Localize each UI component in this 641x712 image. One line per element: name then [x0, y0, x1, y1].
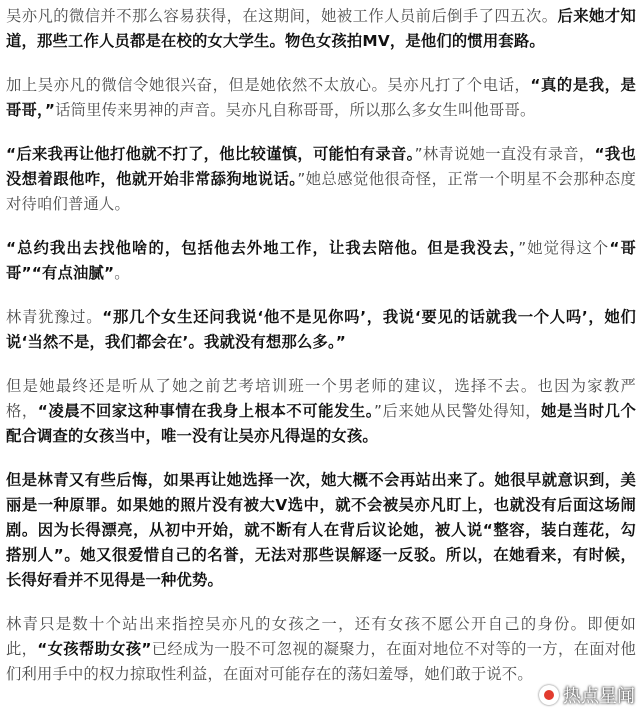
logo-circle-icon — [539, 685, 559, 705]
watermark — [539, 682, 635, 708]
text-segment: 话筒里传来男神的声音。吴亦凡自称哥哥，所以那么多女生叫他哥哥。 — [55, 101, 536, 119]
text-segment: 已经成为一股不可忽视的凝聚力，在面对地位不对等的一方，在面对他们利用手中的权力掠取性利益，在面对可能存在的荡妇羞辱，她们敢于说不。 — [6, 640, 636, 683]
paragraph — [6, 374, 636, 449]
text-segment: 吴亦凡的微信并不那么容易获得，在这期间，她被工作人员前后倒手了四五次。 — [6, 7, 558, 25]
paragraph — [6, 142, 636, 217]
text-segment: ”林青说她一直没有录音， — [414, 145, 595, 163]
bold-text-segment: “凌晨不回家这种事情在我身上根本不可能发生。 — [37, 402, 374, 420]
bold-text-segment: “我也没想着跟他咋，他就开始非常舔狗地说话。 — [6, 145, 637, 188]
watermark-text: 热点星闻 — [563, 686, 635, 707]
paragraph — [6, 305, 636, 355]
bold-text-segment: “哥哥”“有点油腻” — [6, 239, 636, 282]
bold-text-segment: 后来她才知道，那些工作人员都是在校的女大学生。物色女孩拍MV，是他们的惯用套路。 — [6, 7, 636, 50]
bold-text-segment: “后来我再让他打他就不打了，他比较谨慎，可能怕有录音。 — [6, 145, 415, 163]
bold-text-segment: “那几个女生还问我说‘他不是见你吗’，我说‘要见的话就我一个人吗’，她们说‘当然不是，我们都会在’。我就没有想那么多。” — [6, 308, 636, 351]
text-segment: 。 — [114, 264, 130, 282]
paragraph — [6, 4, 636, 54]
text-segment: 林青只是数十个站出来指控吴亦凡的女孩之一，还有女孩不愿公开自己的身份。即便如此， — [6, 615, 636, 658]
paragraph — [6, 612, 636, 687]
bold-text-segment: “真的是我，是哥哥，” — [6, 76, 636, 119]
paragraph — [6, 468, 636, 593]
text-segment: 加上吴亦凡的微信令她很兴奋，但是她依然不太放心。吴亦凡打了个电话， — [6, 76, 531, 94]
bold-text-segment: 她是当时几个配合调查的女孩当中，唯一没有让吴亦凡得逞的女孩。 — [6, 402, 636, 445]
text-segment: ”后来她从民警处得知， — [373, 402, 542, 420]
text-segment: 但是她最终还是听从了她之前艺考培训班一个男老师的建议，选择不去。也因为家教严格， — [6, 377, 636, 420]
bold-text-segment: 但是林青又有些后悔，如果再让她选择一次，她大概不会再站出来了。她很早就意识到，美丽是一种原罪。如果她的照片没有被大V选中，就不会被吴亦凡盯上，也就没有后面这场闹剧。因为长得漂亮，从初中开始，就不断有人在背后议论她，被人说“整容，装白莲花，勾搭别人”。她又很爱惜自己的名誉，无法对那些误解逐一反驳。所以，在她看来，有时候，长得好看并不见得是一种优势。 — [6, 471, 636, 589]
bold-text-segment: “总约我出去找他啥的，包括他去外地工作，让我去陪他。但是我没去， — [6, 239, 519, 257]
article-body — [6, 4, 636, 706]
text-segment: ”她觉得这个 — [518, 239, 610, 257]
text-segment: ”她总感觉他很奇怪，正常一个明星不会那种态度对待咱们普通人。 — [6, 170, 636, 213]
paragraph — [6, 236, 636, 286]
text-segment: 林青犹豫过。 — [6, 308, 103, 326]
bold-text-segment: “女孩帮助女孩” — [37, 640, 152, 658]
paragraph — [6, 73, 636, 123]
